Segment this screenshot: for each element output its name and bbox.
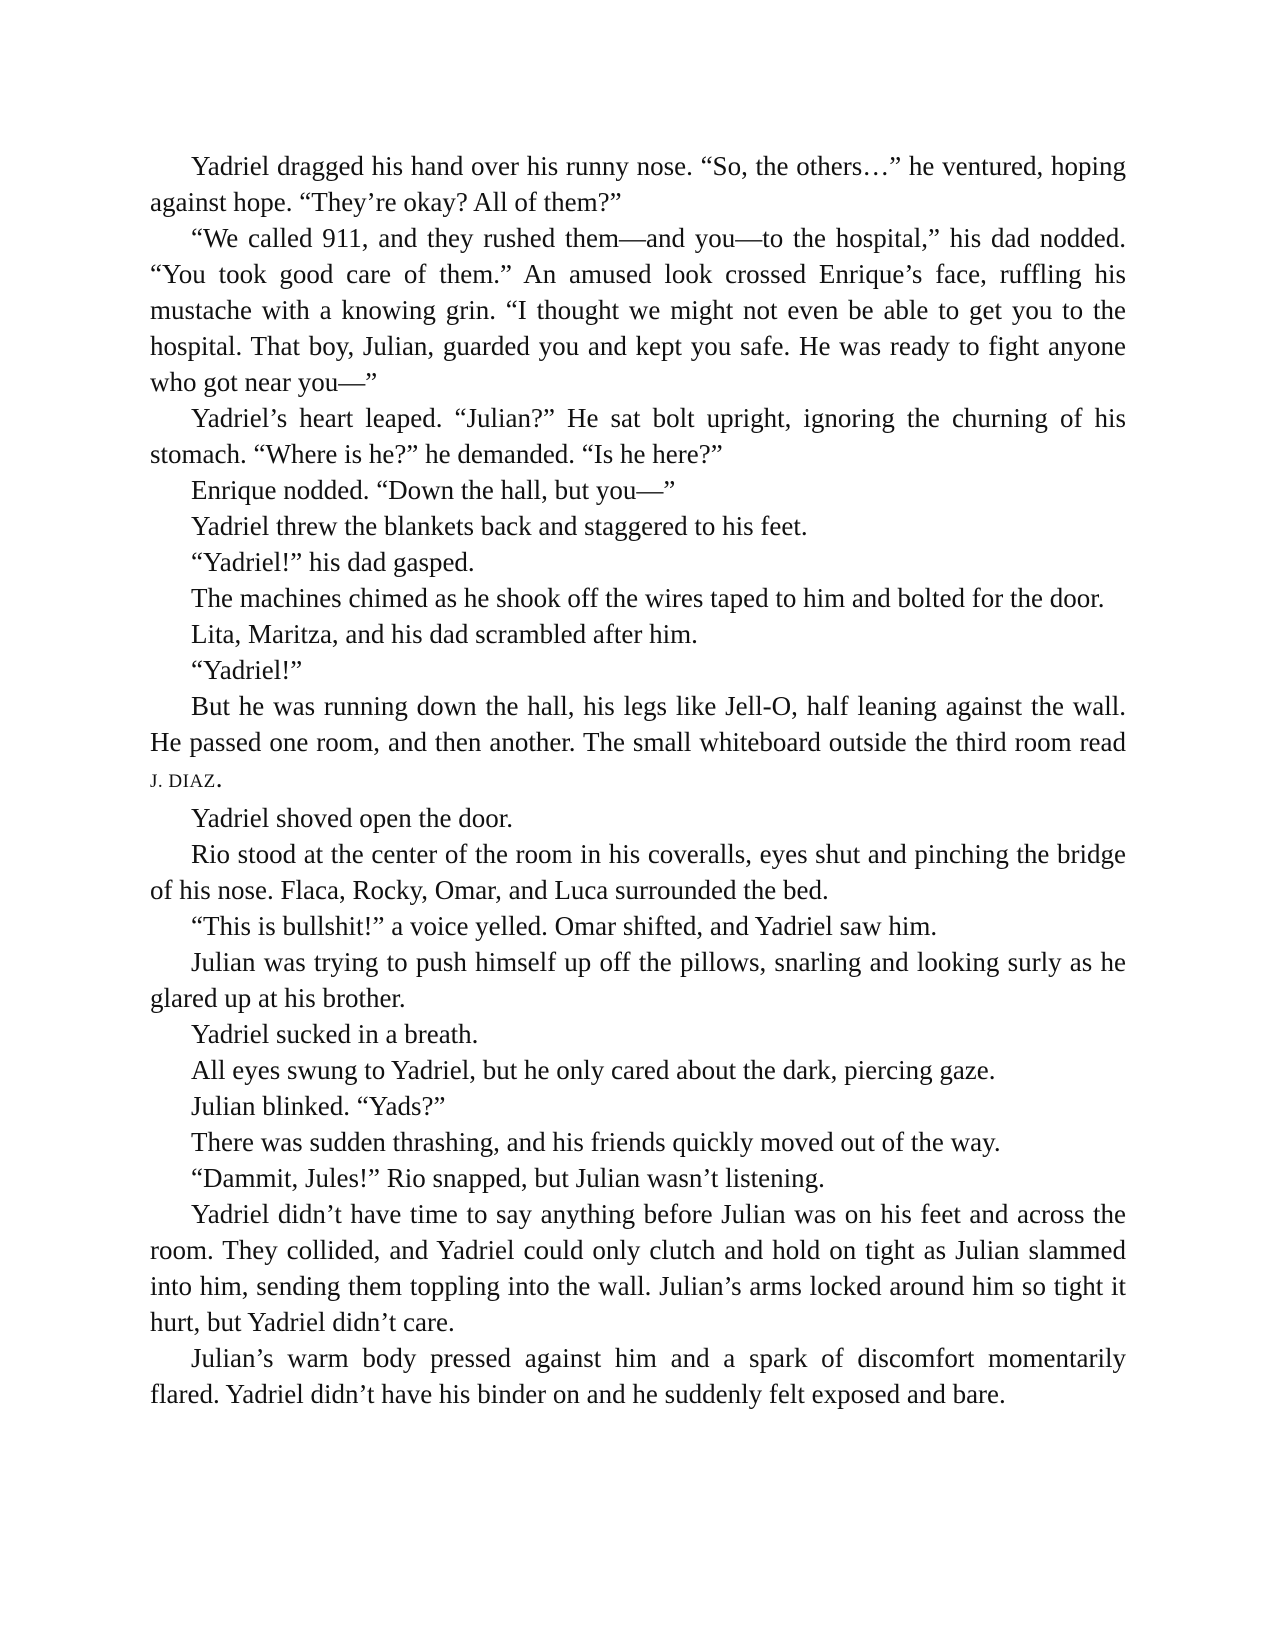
paragraph: There was sudden thrashing, and his friends quickly moved out of the way. <box>191 1127 1001 1157</box>
paragraph: Rio stood at the center of the room in his coveralls, eyes shut and pinching the bridge of his nose. Flaca, Rocky, Omar, and Luca surrounded the bed. <box>150 839 1126 905</box>
paragraph: “Dammit, Jules!” Rio snapped, but Julian wasn’t listening. <box>191 1163 825 1193</box>
book-page <box>150 148 1126 1412</box>
paragraph: Julian blinked. “Yads?” <box>191 1091 446 1121</box>
paragraph: Julian was trying to push himself up off the pillows, snarling and looking surly as he glared up at his brother. <box>150 947 1126 1013</box>
paragraph-text: . <box>215 763 223 793</box>
paragraph-whiteboard <box>150 688 1126 800</box>
paragraph: All eyes swung to Yadriel, but he only cared about the dark, piercing gaze. <box>191 1055 996 1085</box>
paragraph: Yadriel sucked in a breath. <box>191 1019 479 1049</box>
paragraph: Lita, Maritza, and his dad scrambled after him. <box>191 619 698 649</box>
paragraph: Yadriel threw the blankets back and staggered to his feet. <box>191 511 808 541</box>
paragraph: Julian’s warm body pressed against him and a spark of discomfort momentarily flared. Yadriel didn’t have his binder on and he suddenly felt exposed and bare. <box>150 1343 1126 1409</box>
paragraph: Yadriel shoved open the door. <box>191 803 513 833</box>
paragraph: Yadriel dragged his hand over his runny nose. “So, the others…” he ventured, hoping against hope. “They’re okay? All of them?” <box>150 151 1126 217</box>
paragraph: “Yadriel!” his dad gasped. <box>191 547 475 577</box>
paragraph: Yadriel’s heart leaped. “Julian?” He sat bolt upright, ignoring the churning of his stomach. “Where is he?” he demanded. “Is he here?” <box>150 403 1126 469</box>
paragraph: The machines chimed as he shook off the wires taped to him and bolted for the door. <box>191 583 1105 613</box>
whiteboard-name: J. DIAZ <box>150 771 216 792</box>
paragraph-text: But he was running down the hall, his legs like Jell-O, half leaning against the wall. He passed one room, and then another. The small whiteboard outside the third room read <box>150 691 1126 757</box>
paragraph: “Yadriel!” <box>191 655 303 685</box>
paragraph: “We called 911, and they rushed them—and you—to the hospital,” his dad nodded. “You took good care of them.” An amused look crossed Enrique’s face, ruffling his mustache with a knowing grin. “I thought we might not even be able to get you to the hospital. That boy, Julian, guarded you and kept you safe. He was ready to fight anyone who got near you—” <box>150 223 1126 397</box>
paragraph: Yadriel didn’t have time to say anything before Julian was on his feet and across the room. They collided, and Yadriel could only clutch and hold on tight as Julian slammed into him, sending them toppling into the wall. Julian’s arms locked around him so tight it hurt, but Yadriel didn’t care. <box>150 1199 1126 1337</box>
paragraph: “This is bullshit!” a voice yelled. Omar shifted, and Yadriel saw him. <box>191 911 938 941</box>
paragraph: Enrique nodded. “Down the hall, but you—” <box>191 475 676 505</box>
